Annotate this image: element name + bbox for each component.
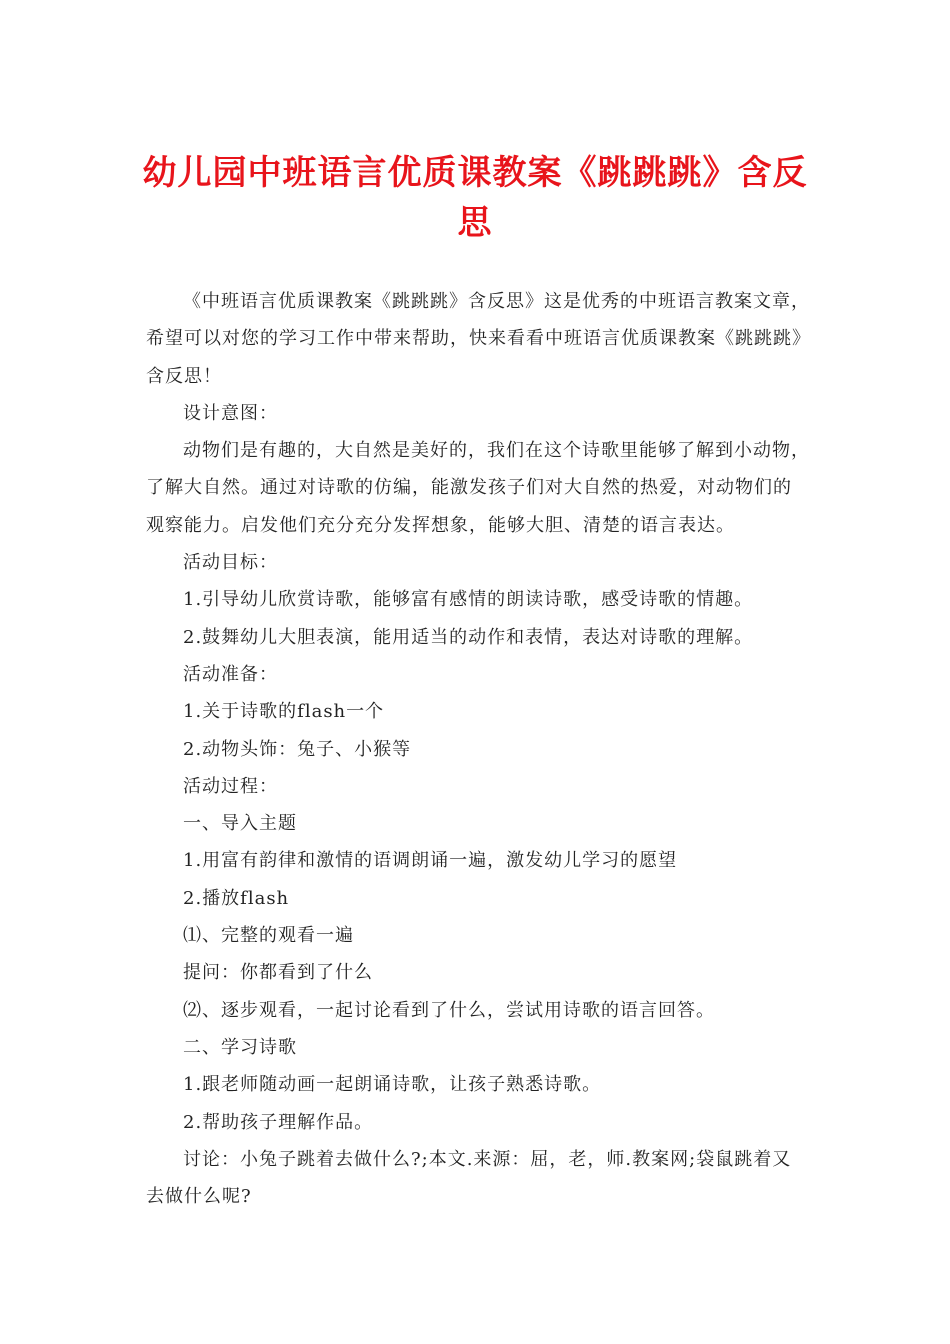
paragraph: 提问：你都看到了什么 xyxy=(183,962,373,984)
paragraph: 1.关于诗歌的flash一个 xyxy=(183,701,385,723)
paragraph: 活动目标： xyxy=(183,552,278,574)
paragraph: 动物们是有趣的，大自然是美好的，我们在这个诗歌里能够了解到小动物，了解大自然。通过对诗歌的仿编，能激发孩子们对大自然的热爱，对动物们的观察能力。启发他们充分充分发挥想象，能够大胆、清楚的语言表达。 xyxy=(146,440,810,536)
paragraph: 活动过程： xyxy=(183,775,278,797)
paragraph: 1.用富有韵律和激情的语调朗诵一遍，激发幼儿学习的愿望 xyxy=(183,850,678,872)
paragraph: 2.帮助孩子理解作品。 xyxy=(183,1111,374,1133)
paragraph: 二、学习诗歌 xyxy=(183,1036,297,1058)
paragraph: 设计意图： xyxy=(183,402,278,424)
paragraph: 一、导入主题 xyxy=(183,813,297,835)
paragraph: ⑴、完整的观看一遍 xyxy=(183,925,354,947)
document-body xyxy=(146,283,810,1215)
paragraph: ⑵、逐步观看，一起讨论看到了什么，尝试用诗歌的语言回答。 xyxy=(183,999,715,1021)
paragraph: 2.动物头饰：兔子、小猴等 xyxy=(183,738,412,760)
document-title: 幼儿园中班语言优质课教案《跳跳跳》含反思 xyxy=(142,153,808,243)
paragraph: 讨论：小兔子跳着去做什么?;本文.来源：屈，老，师.教案网;袋鼠跳着又去做什么呢? xyxy=(146,1148,792,1208)
paragraph: 2.鼓舞幼儿大胆表演，能用适当的动作和表情，表达对诗歌的理解。 xyxy=(183,626,754,648)
paragraph: 2.播放flash xyxy=(183,887,290,909)
paragraph: 《中班语言优质课教案《跳跳跳》含反思》这是优秀的中班语言教案文章，希望可以对您的学习工作中带来帮助，快来看看中班语言优质课教案《跳跳跳》含反思！ xyxy=(146,291,810,387)
paragraph: 活动准备： xyxy=(183,663,278,685)
paragraph: 1.跟老师随动画一起朗诵诗歌，让孩子熟悉诗歌。 xyxy=(183,1074,602,1096)
paragraph: 1.引导幼儿欣赏诗歌，能够富有感情的朗读诗歌，感受诗歌的情趣。 xyxy=(183,589,754,611)
